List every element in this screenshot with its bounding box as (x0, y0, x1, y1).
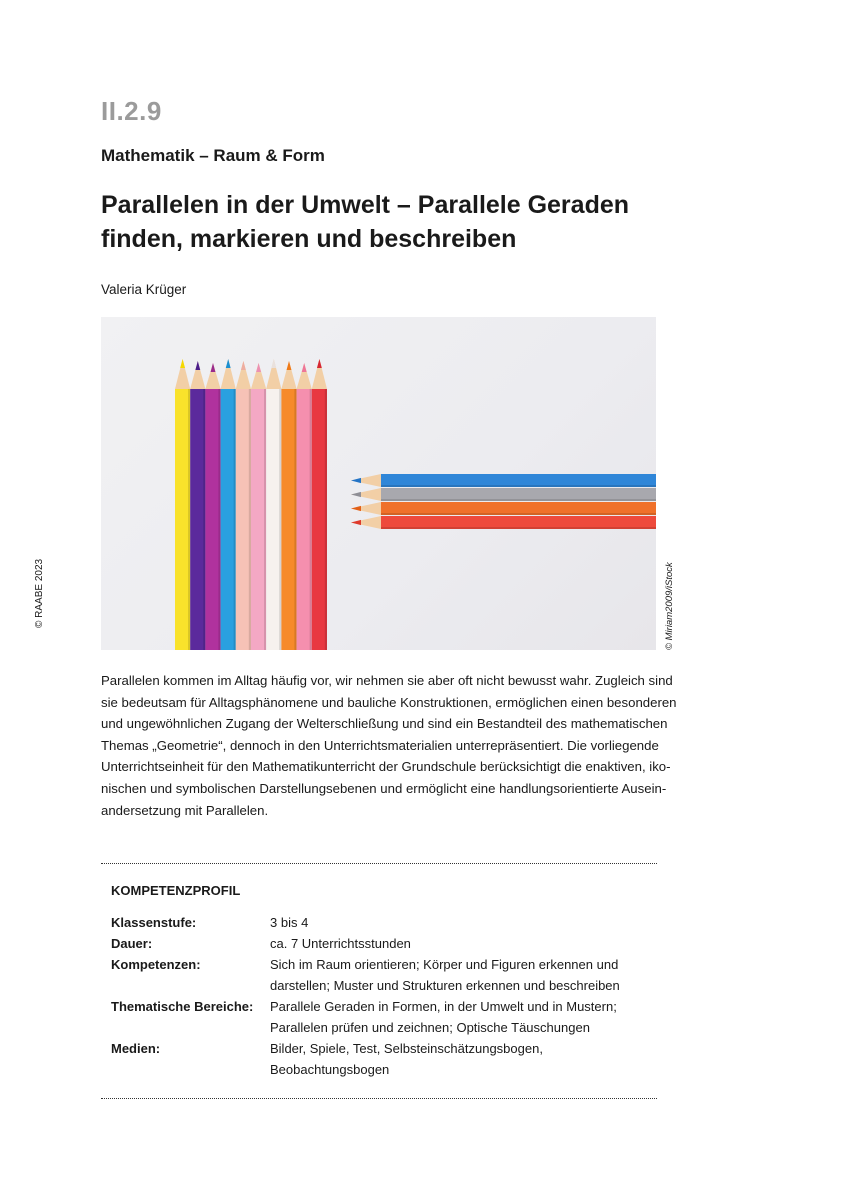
horizontal-pencil-shade (381, 513, 656, 515)
profile-row (111, 996, 640, 1038)
profile-value (270, 996, 640, 1038)
author-name: Valeria Krüger (101, 282, 187, 297)
title-line: Parallelen in der Umwelt – Parallele Geraden (101, 191, 630, 219)
profile-label: Thematische Bereiche: (111, 999, 254, 1014)
vertical-pencil (175, 389, 190, 650)
vertical-pencil-shade (188, 389, 190, 650)
vertical-pencil-tip (211, 363, 216, 372)
horizontal-pencil-shade (381, 527, 656, 529)
horizontal-pencil-tip (351, 506, 361, 511)
vertical-pencil-shade (218, 389, 220, 650)
horizontal-pencil-tip (351, 478, 361, 483)
divider-top (101, 863, 657, 864)
horizontal-pencil-shade (381, 485, 656, 487)
profile-value (270, 912, 640, 933)
profile-row (111, 954, 640, 996)
horizontal-pencil-tip (351, 520, 361, 525)
title-line: finden, markieren und beschreiben (101, 225, 517, 253)
vertical-pencil (266, 389, 281, 650)
side-copyright: © RAABE 2023 (34, 558, 45, 628)
vertical-pencil (190, 389, 205, 650)
page-title (101, 188, 701, 256)
profile-value (270, 933, 640, 954)
profile-label: Kompetenzen: (111, 957, 201, 972)
profile-row (111, 933, 640, 954)
profile-value-line: Beobachtungsbogen (270, 1062, 390, 1077)
profile-value (270, 954, 640, 996)
subject-heading: Mathematik – Raum & Form (101, 146, 325, 165)
vertical-pencil-shade (234, 389, 236, 650)
profile-label: Medien: (111, 1041, 161, 1056)
vertical-pencil (281, 389, 296, 650)
vertical-pencil (251, 389, 266, 650)
vertical-pencil-tip (195, 361, 200, 370)
vertical-pencil-shade (294, 389, 296, 650)
divider-bottom (101, 1098, 657, 1099)
vertical-pencil (297, 389, 312, 650)
intro-line: Themas „Geometrie“, dennoch in den Unterrichtsmaterialien unterrepräsentiert. Die vorliegende (101, 737, 659, 753)
profile-row (111, 912, 640, 933)
vertical-pencil (312, 389, 327, 650)
vertical-pencil-shade (310, 389, 312, 650)
intro-line: Parallelen kommen im Alltag häufig vor, wir nehmen sie aber oft nicht bewusst wahr. Zugleich sind (101, 673, 673, 688)
profile-title: KOMPETENZPROFIL (111, 883, 241, 898)
vertical-pencil-shade (264, 389, 266, 650)
vertical-pencil-shade (249, 389, 251, 650)
vertical-pencil-shade (203, 389, 205, 650)
profile-value (270, 1038, 640, 1080)
vertical-pencil (221, 389, 236, 650)
profile-value-line: ca. 7 Unterrichtsstunden (270, 936, 411, 951)
vertical-pencil-tip (317, 359, 322, 368)
vertical-pencil-tip (271, 359, 276, 368)
pencils-illustration (101, 317, 656, 650)
vertical-pencil-tip (256, 363, 261, 372)
vertical-pencil-tip (241, 361, 246, 370)
vertical-pencil-tip (226, 359, 231, 368)
profile-label: Klassenstufe: (111, 915, 197, 930)
vertical-pencil (236, 389, 251, 650)
profile-value-line: 3 bis 4 (270, 915, 309, 930)
photo-credit: © Miriam2009/iStock (664, 562, 675, 650)
competence-profile (111, 912, 640, 1080)
horizontal-pencil-tip (351, 492, 361, 497)
vertical-pencil-tip (302, 363, 307, 372)
section-code: II.2.9 (101, 96, 162, 126)
profile-label: Dauer: (111, 936, 153, 951)
profile-value-line: Parallele Geraden in Formen, in der Umwelt und in Mustern; (270, 999, 617, 1014)
vertical-pencil-tip (180, 359, 185, 368)
intro-line: und ungewöhnlichen Zugang der Welterschließung und sind ein Bestandteil des mathematischen (101, 716, 668, 732)
intro-paragraph (101, 670, 677, 821)
intro-line: Unterrichtseinheit für den Mathematikunterricht der Grundschule berücksichtigt die enaktiven, iko- (101, 759, 671, 775)
vertical-pencil-shade (325, 389, 327, 650)
pencils-photo (101, 317, 656, 650)
horizontal-pencil-shade (381, 499, 656, 501)
profile-value-line: darstellen; Muster und Strukturen erkennen und beschreiben (270, 978, 620, 993)
profile-value-line: Bilder, Spiele, Test, Selbsteinschätzungsbogen, (270, 1041, 543, 1056)
intro-line: sie bedeutsam für Alltagsphänomene und bauliche Konstruktionen, ermöglichen einen besonderen (101, 694, 677, 710)
vertical-pencil-shade (279, 389, 281, 650)
profile-row (111, 1038, 640, 1080)
profile-value-line: Sich im Raum orientieren; Körper und Figuren erkennen und (270, 957, 619, 972)
intro-line: andersetzung mit Parallelen. (101, 802, 269, 818)
vertical-pencil (205, 389, 220, 650)
vertical-pencil-tip (287, 361, 292, 370)
intro-line: nischen und symbolischen Darstellungsebenen und ermöglicht eine handlungsorientierte Ausein- (101, 780, 667, 796)
profile-value-line: Parallelen prüfen und zeichnen; Optische Täuschungen (270, 1020, 590, 1035)
